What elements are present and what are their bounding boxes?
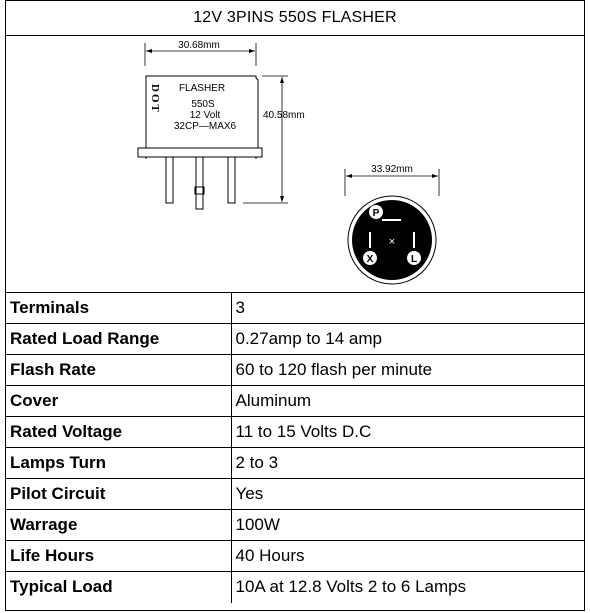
flasher-drawing <box>6 36 584 292</box>
dot-text: DOT <box>149 84 161 114</box>
table-row <box>6 355 584 386</box>
body-line-3: 12 Volt <box>189 110 221 121</box>
diameter-label: 33.92mm <box>371 164 413 175</box>
spec-value: Aluminum <box>231 386 584 417</box>
page-title: 12V 3PINS 550S FLASHER <box>6 1 584 36</box>
height-dimension <box>243 76 288 203</box>
table-row <box>6 448 584 479</box>
svg-text:P: P <box>372 208 380 219</box>
spec-label: Pilot Circuit <box>6 479 231 510</box>
width-label: 30.68mm <box>178 40 220 51</box>
body-line-4: 32CP—MAX6 <box>173 121 237 132</box>
spec-value: 11 to 15 Volts D.C <box>231 417 584 448</box>
spec-value: 3 <box>231 293 584 324</box>
svg-text:L: L <box>410 254 418 265</box>
spec-label: Terminals <box>6 293 231 324</box>
body-line-1: FLASHER <box>178 83 226 94</box>
spec-value: 2 to 3 <box>231 448 584 479</box>
flasher-pins <box>166 157 235 209</box>
spec-label: Life Hours <box>6 541 231 572</box>
spec-label: Cover <box>6 386 231 417</box>
table-row <box>6 417 584 448</box>
pin-x-marker <box>363 251 377 265</box>
spec-value: 40 Hours <box>231 541 584 572</box>
spec-value: 60 to 120 flash per minute <box>231 355 584 386</box>
table-row <box>6 293 584 324</box>
socket-bottom-view <box>348 196 436 284</box>
height-label: 40.58mm <box>263 110 305 121</box>
table-row <box>6 324 584 355</box>
table-row <box>6 386 584 417</box>
spec-label: Rated Voltage <box>6 417 231 448</box>
table-row <box>6 479 584 510</box>
spec-label: Lamps Turn <box>6 448 231 479</box>
table-row <box>6 510 584 541</box>
flasher-diagram-svg <box>6 36 584 292</box>
pin-p-marker <box>369 205 383 219</box>
svg-text:X: X <box>366 254 374 265</box>
body-line-2: 550S <box>191 99 215 110</box>
product-sheet <box>5 0 585 611</box>
spec-value: 10A at 12.8 Volts 2 to 6 Lamps <box>231 572 584 603</box>
spec-label: Flash Rate <box>6 355 231 386</box>
spec-label: Typical Load <box>6 572 231 603</box>
spec-table <box>6 292 584 603</box>
pin-l-marker <box>407 251 421 265</box>
spec-value: Yes <box>231 479 584 510</box>
center-mark: × <box>388 236 396 248</box>
table-row <box>6 572 584 603</box>
spec-label: Warrage <box>6 510 231 541</box>
spec-value: 100W <box>231 510 584 541</box>
spec-value: 0.27amp to 14 amp <box>231 324 584 355</box>
spec-label: Rated Load Range <box>6 324 231 355</box>
table-row <box>6 541 584 572</box>
